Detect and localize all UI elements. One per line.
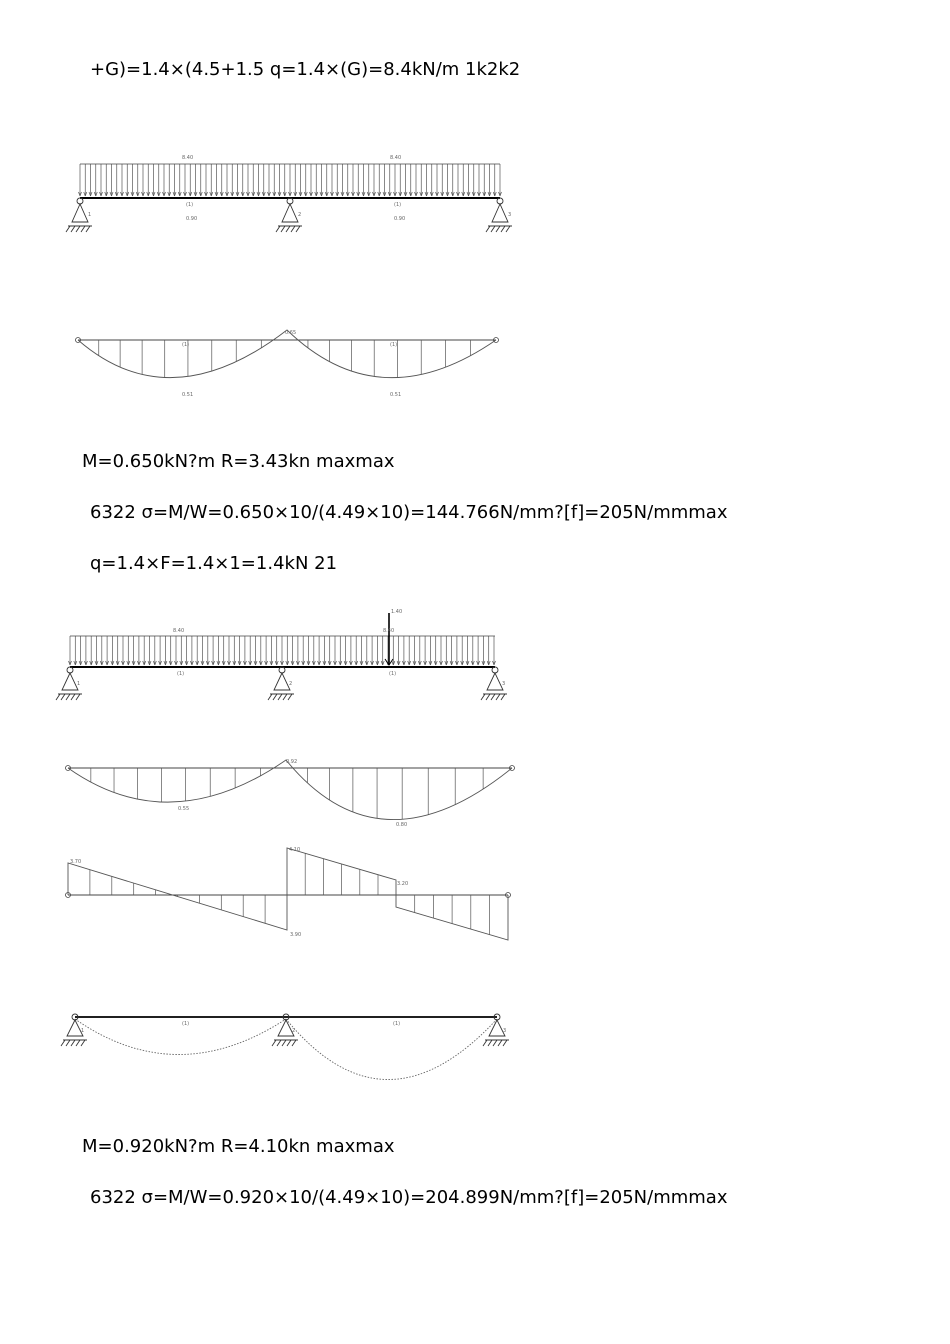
point-load-label: 1.40 xyxy=(391,609,403,615)
moment-label: 0.51 xyxy=(390,392,402,398)
node-label: 2 xyxy=(292,1028,296,1034)
span-label: (1) xyxy=(394,202,402,208)
formula-line-2: q=1.4×F=1.4×1=1.4kN 21 xyxy=(90,553,338,574)
node-label: 3 xyxy=(502,681,506,687)
result-line-2: M=0.920kN?m R=4.10kn maxmax xyxy=(82,1136,395,1157)
moment-label: 0.65 xyxy=(285,330,297,336)
beam-load-diagram-2 xyxy=(55,605,525,705)
span-label: (1) xyxy=(182,1021,190,1027)
node-label: 3 xyxy=(508,212,512,218)
shear-label: 3.20 xyxy=(397,881,409,887)
node-label: 2 xyxy=(289,681,293,687)
node-label: 2 xyxy=(298,212,302,218)
deflection-diagram xyxy=(55,1005,525,1100)
load-label: 8.40 xyxy=(173,628,185,634)
shear-label: 3.90 xyxy=(290,932,302,938)
shear-label: 4.10 xyxy=(289,847,301,853)
bending-moment-diagram-1 xyxy=(60,320,530,410)
span-label: (1) xyxy=(389,671,397,677)
span-label: (1) xyxy=(390,342,398,348)
beam-load-diagram-1 xyxy=(60,150,530,245)
node-label: 3 xyxy=(503,1028,507,1034)
span-label: (1) xyxy=(393,1021,401,1027)
node-label: 1 xyxy=(81,1028,85,1034)
result-line-1: M=0.650kN?m R=3.43kn maxmax xyxy=(82,451,395,472)
length-label: 0.90 xyxy=(186,216,198,222)
moment-label: 0.80 xyxy=(396,822,408,828)
bending-moment-diagram-2 xyxy=(60,755,530,835)
span-label: (1) xyxy=(186,202,194,208)
shear-label: 3.70 xyxy=(70,859,82,865)
moment-label: 0.51 xyxy=(182,392,194,398)
shear-force-diagram xyxy=(60,845,530,945)
load-label: 8.40 xyxy=(390,155,402,161)
node-label: 1 xyxy=(88,212,92,218)
length-label: 0.90 xyxy=(394,216,406,222)
span-label: (1) xyxy=(177,671,185,677)
span-label: (1) xyxy=(182,342,190,348)
formula-line-1: +G)=1.4×(4.5+1.5 q=1.4×(G)=8.4kN/m 1k2k2 xyxy=(90,59,521,80)
stress-check-line-1: 6322 σ=M/W=0.650×10/(4.49×10)=144.766N/mm?[f]=205N/mmmax xyxy=(90,502,728,523)
stress-check-line-2: 6322 σ=M/W=0.920×10/(4.49×10)=204.899N/mm?[f]=205N/mmmax xyxy=(90,1187,728,1208)
load-label: 8.40 xyxy=(383,628,395,634)
node-label: 1 xyxy=(77,681,81,687)
moment-label: 0.55 xyxy=(178,806,190,812)
moment-label: 0.92 xyxy=(286,759,298,765)
load-label: 8.40 xyxy=(182,155,194,161)
